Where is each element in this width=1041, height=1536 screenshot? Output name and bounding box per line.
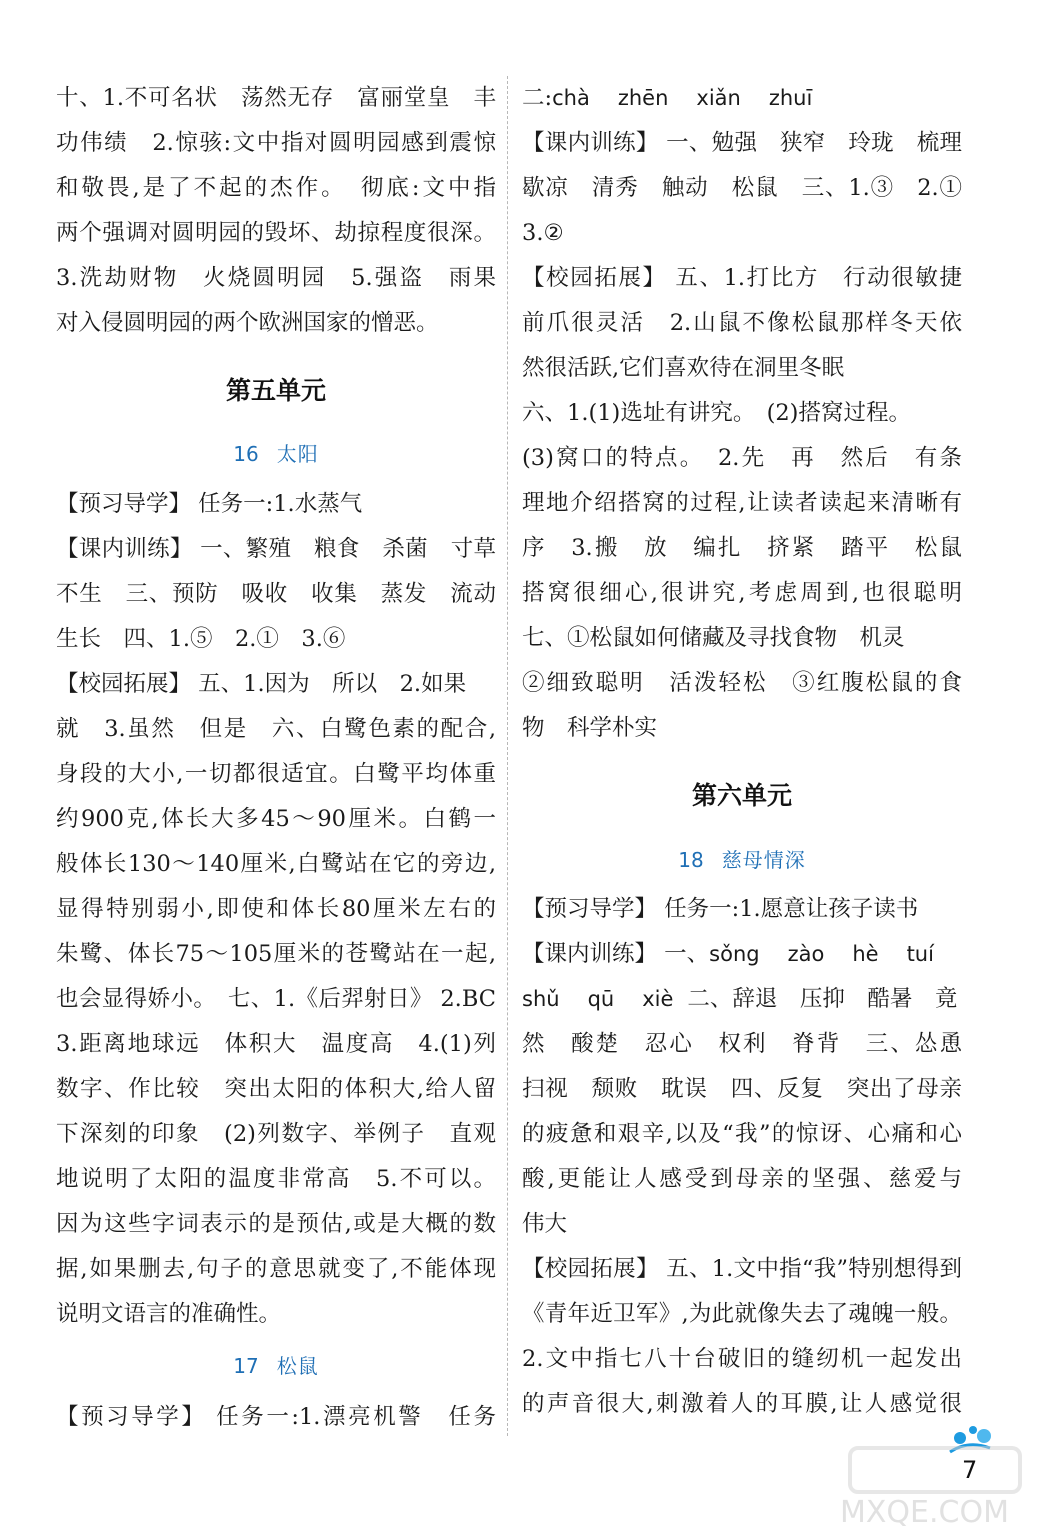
text-line: 【预习导学】 任务一:1.愿意让孩子读书 (522, 896, 919, 922)
text-line: 身段的大小,一切都很适宜。白鹭平均体重 (56, 761, 496, 787)
text-line: 据,如果删去,句子的意思就变了,不能体现 (56, 1256, 496, 1282)
right-column (522, 76, 962, 1427)
text-line: 生长 四、1.⑤ 2.① 3.⑥ (56, 626, 346, 652)
text-line: 因为这些字词表示的是预估,或是大概的数 (56, 1211, 496, 1237)
pinyin-word: qū (587, 987, 615, 1011)
text-line: 的声音很大,刺激着人的耳膜,让人感觉很 (522, 1391, 962, 1417)
text-line: 3.距离地球远 体积大 温度高 4.(1)列 (56, 1031, 496, 1057)
pinyin-line (522, 76, 962, 121)
text-line: 对入侵圆明园的两个欧洲国家的憎恶。 (56, 310, 439, 336)
text-line: 不生 三、预防 吸收 收集 蒸发 流动 (56, 581, 496, 607)
pinyin-word: zhēn (617, 86, 669, 110)
text-line: 说明文语言的准确性。 (56, 1301, 282, 1327)
pinyin-word: zào (787, 942, 825, 966)
lesson-18-heading (522, 833, 962, 887)
pinyin-word: hè (852, 942, 879, 966)
pinyin-word: tuí (906, 942, 934, 966)
pinyin-word: sǒng (709, 942, 760, 966)
text-prefix: 【课内训练】 一、 (522, 941, 710, 967)
text-line: 理地介绍搭窝的过程,让读者读起来清晰有 (522, 490, 962, 516)
lesson-16-heading (56, 426, 496, 482)
text-line: 约900克,体长大多45～90厘米。白鹤一 (56, 806, 496, 832)
pinyin-word: xiǎn (696, 86, 741, 110)
text-line: 然 酸楚 忍心 权利 脊背 三、怂恿 (522, 1031, 962, 1057)
pinyin-line (522, 932, 962, 977)
text-line: 功伟绩 2.惊骇:文中指对圆明园感到震惊 (56, 130, 496, 156)
text-line: ②细致聪明 活泼轻松 ③红腹松鼠的食 (522, 670, 962, 696)
text-line: 序 3.搬 放 编扎 挤紧 踏平 松鼠 (522, 535, 962, 561)
text-line: 前爪很灵活 2.山鼠不像松鼠那样冬天依 (522, 310, 962, 336)
text-line: 2.文中指七八十台破旧的缝纫机一起发出 (522, 1346, 962, 1372)
text-line: 【预习导学】 任务一:1.漂亮机警 任务 (56, 1404, 496, 1430)
text-line: 【课内训练】 一、勉强 狭窄 玲珑 梳理 (522, 130, 962, 156)
text-line: 【校园拓展】 五、1.因为 所以 2.如果 (56, 671, 467, 697)
text-line: 般体长130～140厘米,白鹭站在它的旁边, (56, 851, 496, 877)
text-line: 也会显得娇小。 七、1.《后羿射日》 2.BC (56, 986, 496, 1012)
lesson-title: 太阳 (276, 442, 319, 466)
text-line: 下深刻的印象 (2)列数字、举例子 直观 (56, 1121, 496, 1147)
column-divider (507, 76, 508, 1436)
pinyin-line (522, 977, 962, 1022)
text-line: 显得特别弱小,即使和体长80厘米左右的 (56, 896, 496, 922)
lesson-title: 松鼠 (276, 1354, 319, 1378)
text-line: 【课内训练】 一、繁殖 粮食 杀菌 寸草 (56, 536, 496, 562)
text-line: 然很活跃,它们喜欢待在洞里冬眠 (522, 355, 845, 381)
text-line: 酸,更能让人感受到母亲的坚强、慈爱与 (522, 1166, 962, 1192)
pinyin-word: zhuī (768, 86, 813, 110)
text-prefix: 二: (522, 85, 553, 111)
pinyin-word: shǔ (522, 987, 560, 1011)
text-line: 物 科学朴实 (522, 715, 658, 741)
text-line: 的疲惫和艰辛,以及“我”的惊讶、心痛和心 (522, 1121, 962, 1147)
text-line: 数字、作比较 突出太阳的体积大,给人留 (56, 1076, 496, 1102)
watermark-text: MXQE.COM (840, 1495, 1009, 1530)
pinyin-word: xiè (642, 987, 674, 1011)
text-line: (3)窝口的特点。 2.先 再 然后 有条 (522, 445, 962, 471)
text-segment: 二、辞退 压抑 酷暑 竟 (687, 986, 958, 1012)
text-line: 六、1.(1)选址有讲究。 (2)搭窝过程。 (522, 400, 911, 426)
lesson-title: 慈母情深 (721, 848, 806, 872)
text-line: 和敬畏,是了不起的杰作。 彻底:文中指 (56, 175, 496, 201)
lesson-17-heading (56, 1337, 496, 1395)
text-line: 两个强调对圆明园的毁坏、劫掠程度很深。 (56, 220, 496, 246)
text-line: 就 3.虽然 但是 六、白鹭色素的配合, (56, 716, 496, 742)
text-line: 【校园拓展】 五、1.打比方 行动很敏捷 (522, 265, 962, 291)
text-line: 扫视 颓败 耽误 四、反复 突出了母亲 (522, 1076, 962, 1102)
unit-5-title: 第五单元 (225, 376, 326, 405)
text-line: 朱鹭、体长75～105厘米的苍鹭站在一起, (56, 941, 496, 967)
text-line: 3.洗劫财物 火烧圆明园 5.强盗 雨果 (56, 265, 496, 291)
lesson-number: 17 (233, 1354, 259, 1378)
text-line: 歇凉 清秀 触动 松鼠 三、1.③ 2.① (522, 175, 962, 201)
pinyin-word: chà (552, 86, 590, 110)
unit-6-title: 第六单元 (691, 781, 792, 810)
text-line: 【预习导学】 任务一:1.水蒸气 (56, 491, 363, 517)
text-line: 【校园拓展】 五、1.文中指“我”特别想得到 (522, 1256, 962, 1282)
left-column (56, 76, 496, 1440)
watermark-logo (830, 1440, 1035, 1532)
text-line: 搭窝很细心,很讲究,考虑周到,也很聪明 (522, 580, 962, 606)
page-number: 7 (962, 1456, 978, 1484)
text-line: 七、①松鼠如何储藏及寻找食物 机灵 (522, 625, 905, 651)
lesson-number: 16 (233, 442, 259, 466)
text-line: 地说明了太阳的温度非常高 5.不可以。 (56, 1166, 496, 1192)
lesson-number: 18 (678, 848, 704, 872)
text-line: 《青年近卫军》,为此就像失去了魂魄一般。 (522, 1301, 962, 1327)
text-line: 伟大 (522, 1211, 568, 1237)
text-line: 3.② (522, 220, 564, 246)
text-line: 十、1.不可名状 荡然无存 富丽堂皇 丰 (56, 85, 496, 111)
